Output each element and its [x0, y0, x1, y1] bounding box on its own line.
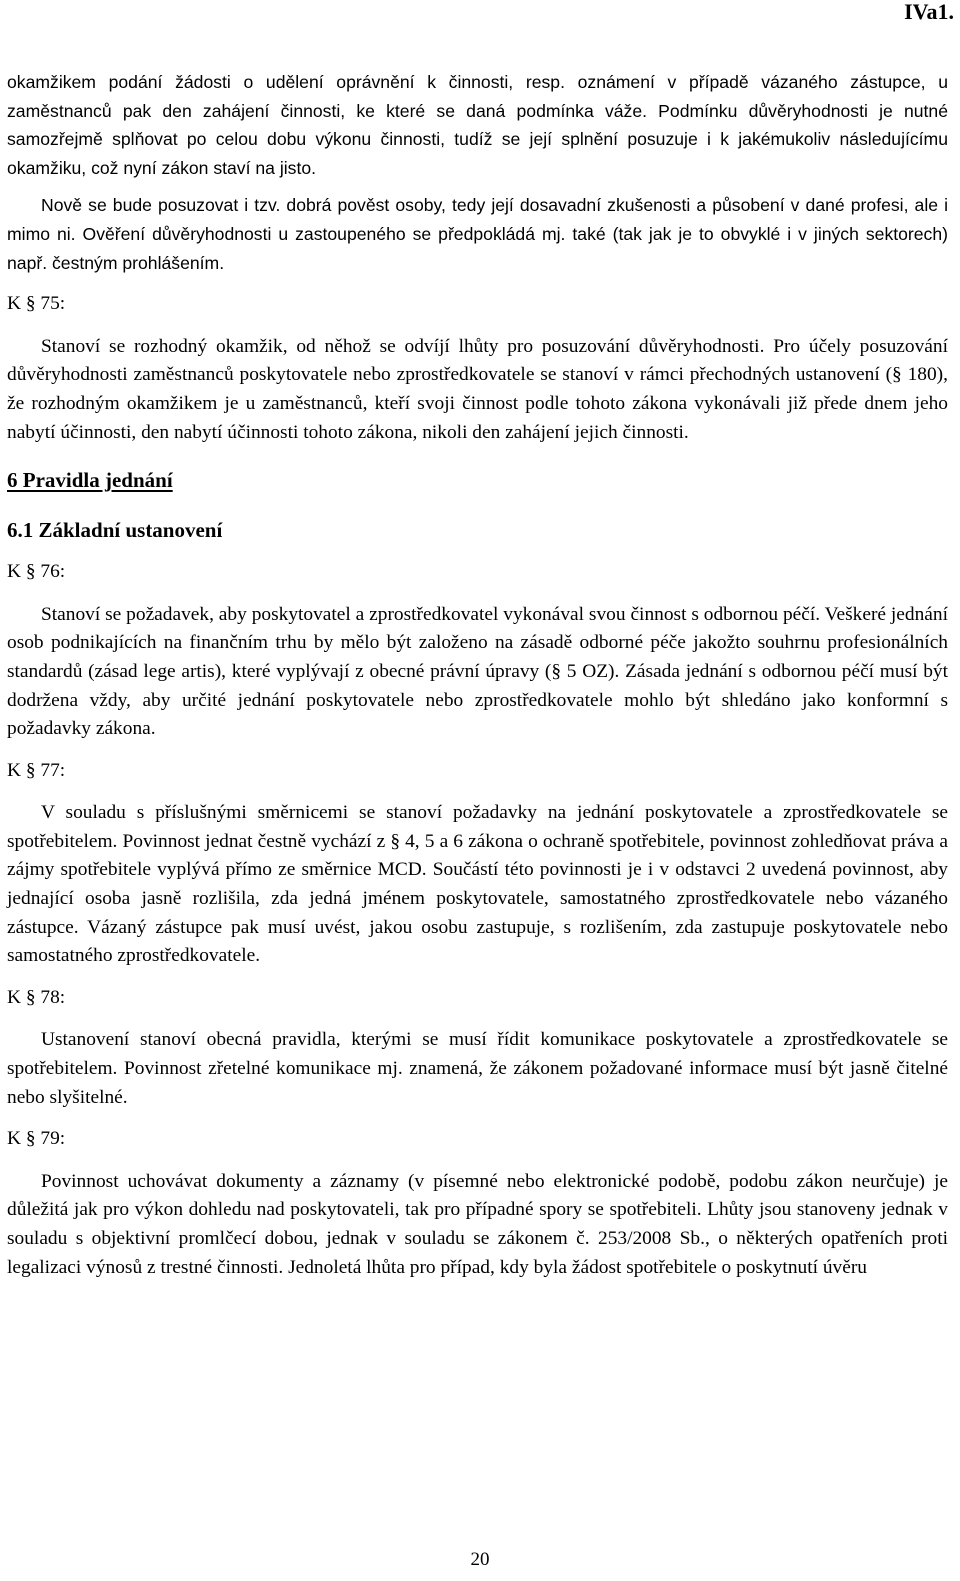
page-id-label: IVa1. — [904, 0, 954, 24]
paragraph-k75: Stanoví se rozhodný okamžik, od něhož se odvíjí lhůty pro posuzování důvěryhodnosti. Pro účely posuzování důvěryhodnosti zaměstnanců poskytovatele nebo zprostředkovatele se stanoví v rámci přechodných ustanovení (§ 180), že rozhodným okamžikem je u zaměstnanců, kteří svoji činnost podle tohoto zákona vykonávali již přede dnem jeho nabytí účinnosti, den nabytí účinnosti tohoto zákona, nikoli den zahájení jejich činnosti. — [7, 335, 948, 443]
intro-paragraph-1: okamžikem podání žádosti o udělení oprávnění k činnosti, resp. oznámení v případě vázaného zástupce, u zaměstnanců pak den zahájení činnosti, ke které se daná podmínka váže. Podmínku důvěryhodnosti je nutné samozřejmě splňovat po celou dobu výkonu činnosti, tudíž se její splnění posuzuje i k jakémukoliv následujícímu okamžiku, což nyní zákon staví na jisto. — [7, 72, 948, 178]
paragraph-k79: Povinnost uchovávat dokumenty a záznamy (v písemné nebo elektronické podobě, podobu zákon neurčuje) je důležitá jak pro výkon dohledu nad poskytovateli, tak pro případné spory se spotřebiteli. Lhůty jsou stanoveny jednak v souladu s objektivní promlčecí dobou, jednak v souladu se zákonem č. 253/2008 Sb., o některých opatřeních proti legalizaci výnosů z trestné činnosti. Jednoletá lhůta pro případ, kdy byla žádost spotřebitele o poskytnutí úvěru — [7, 1170, 948, 1278]
paragraph-k76: Stanoví se požadavek, aby poskytovatel a zprostředkovatel vykonával svou činnost s odbornou péčí. Veškeré jednání osob podnikajících na finančním trhu by mělo být založeno na zásadě odborné péče jakožto souhrnu profesionálních standardů (zásad lege artis), které vyplývají z obecné právní úpravy (§ 5 OZ). Zásada jednání s odbornou péčí musí být dodržena vždy, aby určité jednání poskytovatele nebo zprostředkovatele mohlo být shledáno jako konformní s požadavky zákona. — [7, 603, 948, 740]
section-heading-k76: K § 76: — [7, 561, 66, 583]
document-body — [7, 68, 948, 1282]
chapter-title: 6 Pravidla jednání — [7, 468, 173, 493]
paragraph-k78: Ustanovení stanoví obecná pravidla, kterými se musí řídit komunikace poskytovatele a zprostředkovatele se spotřebitelem. Povinnost zřetelné komunikace mj. znamená, že zákonem požadované informace musí být jasně čitelné nebo slyšitelné. — [7, 1029, 948, 1108]
subsection-title: 6.1 Základní ustanovení — [7, 518, 223, 543]
section-heading-k77: K § 77: — [7, 759, 66, 781]
page-number: 20 — [470, 1549, 490, 1570]
paragraph-k77: V souladu s příslušnými směrnicemi se stanoví požadavky na jednání poskytovatele a zprostředkovatele se spotřebitelem. Povinnost jednat čestně vychází z § 4, 5 a 6 zákona o ochraně spotřebitele, povinnost zohledňovat práva a zájmy spotřebitele vyplývá přímo ze směrnice MCD. Součástí této povinnosti je i v odstavci 2 uvedená povinnost, aby jednající osoba jasně rozlišila, zda jedná jménem poskytovatele, samostatného zprostředkovatele nebo vázaného zástupce. Vázaný zástupce pak musí uvést, jakou osobu zastupuje, s rozlišením, zda zastupuje poskytovatele nebo samostatného zprostředkovatele. — [7, 802, 948, 967]
intro-paragraph-2: Nově se bude posuzovat i tzv. dobrá pověst osoby, tedy její dosavadní zkušenosti a působení v dané profesi, ale i mimo ni. Ověření důvěryhodnosti u zastoupeného se předpokládá mj. také (tak jak je to obvyklé i v jiných sektorech) např. čestným prohlášením. — [7, 195, 948, 273]
section-heading-k78: K § 78: — [7, 986, 66, 1008]
section-heading-k75: K § 75: — [7, 293, 66, 315]
section-heading-k79: K § 79: — [7, 1128, 66, 1150]
